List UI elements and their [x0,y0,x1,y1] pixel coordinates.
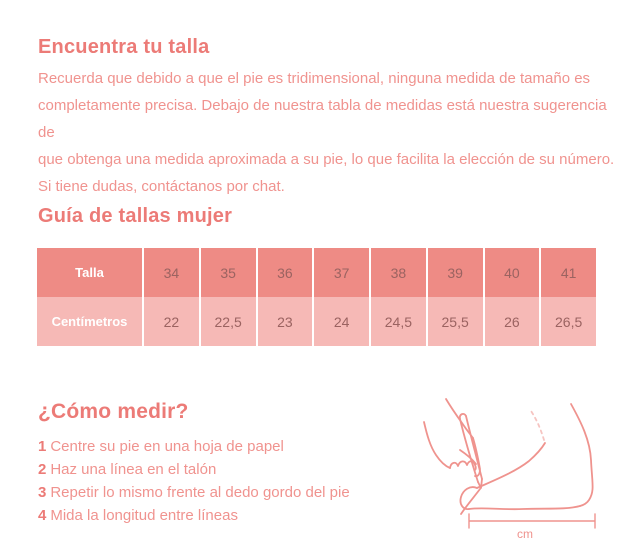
how-to-measure-title: ¿Cómo medir? [38,400,189,423]
talla-value-cell: 38 [369,248,426,297]
centimetros-value-cell: 23 [256,297,313,346]
measure-line [469,514,595,528]
talla-label-cell: Talla [75,265,104,280]
paragraph-line: Si tiene dudas, contáctanos por chat. [38,178,285,195]
pencil-top-cap [460,414,466,419]
size-table [37,248,596,346]
toe-outline [460,487,477,509]
page-title: Encuentra tu talla [38,36,210,58]
centimetros-value-cell: 24,5 [369,297,426,346]
heel-outline [571,404,593,506]
centimetros-value-cell: 25,5 [426,297,483,346]
step-number: 3 [38,484,47,501]
cm-label: cm [517,527,533,541]
instep-outline [477,443,545,488]
step-number: 1 [38,438,47,455]
step-number: 2 [38,461,47,478]
centimetros-value-cell: 22,5 [199,297,256,346]
step-text: Haz una línea en el talón [50,461,217,478]
step-text: Mida la longitud entre líneas [50,507,238,524]
step-text: Centre su pie en una hoja de papel [50,438,284,455]
talla-value-cell: 36 [256,248,313,297]
talla-value-cell: 35 [199,248,256,297]
sole-outline [469,506,580,509]
talla-value-cell: 40 [483,248,540,297]
shin-dashed-line [531,411,544,440]
wrist-outline [424,422,450,468]
talla-value-cell: 34 [142,248,199,297]
talla-value-cell: 41 [539,248,596,297]
talla-value-cell: 37 [312,248,369,297]
centimetros-value-cell: 24 [312,297,369,346]
centimetros-value-cell: 26 [483,297,540,346]
size-table-talla-row [37,248,596,297]
measure-step [38,458,350,481]
size-guide-title: Guía de tallas mujer [38,205,233,227]
measure-steps-list [38,435,350,527]
measure-step [38,504,350,527]
centimetros-label-cell: Centímetros [51,314,128,329]
intro-paragraph [38,65,623,200]
paragraph-line: que obtenga una medida aproximada a su pie, lo que facilita la elección de su número. [38,151,615,168]
foot-measure-illustration [415,388,630,548]
size-table-centimetros-row [37,297,596,346]
measure-step [38,481,350,504]
step-number: 4 [38,507,47,524]
step-text: Repetir lo mismo frente al dedo gordo del pie [50,484,350,501]
centimetros-value-cell: 22 [142,297,199,346]
talla-value-cell: 39 [426,248,483,297]
paragraph-line: Recuerda que debido a que el pie es tridimensional, ninguna medida de tamaño es [38,70,591,87]
measure-step [38,435,350,458]
paragraph-line: completamente precisa. Debajo de nuestra tabla de medidas está nuestra sugerencia de [38,97,607,141]
centimetros-value-cell: 26,5 [539,297,596,346]
